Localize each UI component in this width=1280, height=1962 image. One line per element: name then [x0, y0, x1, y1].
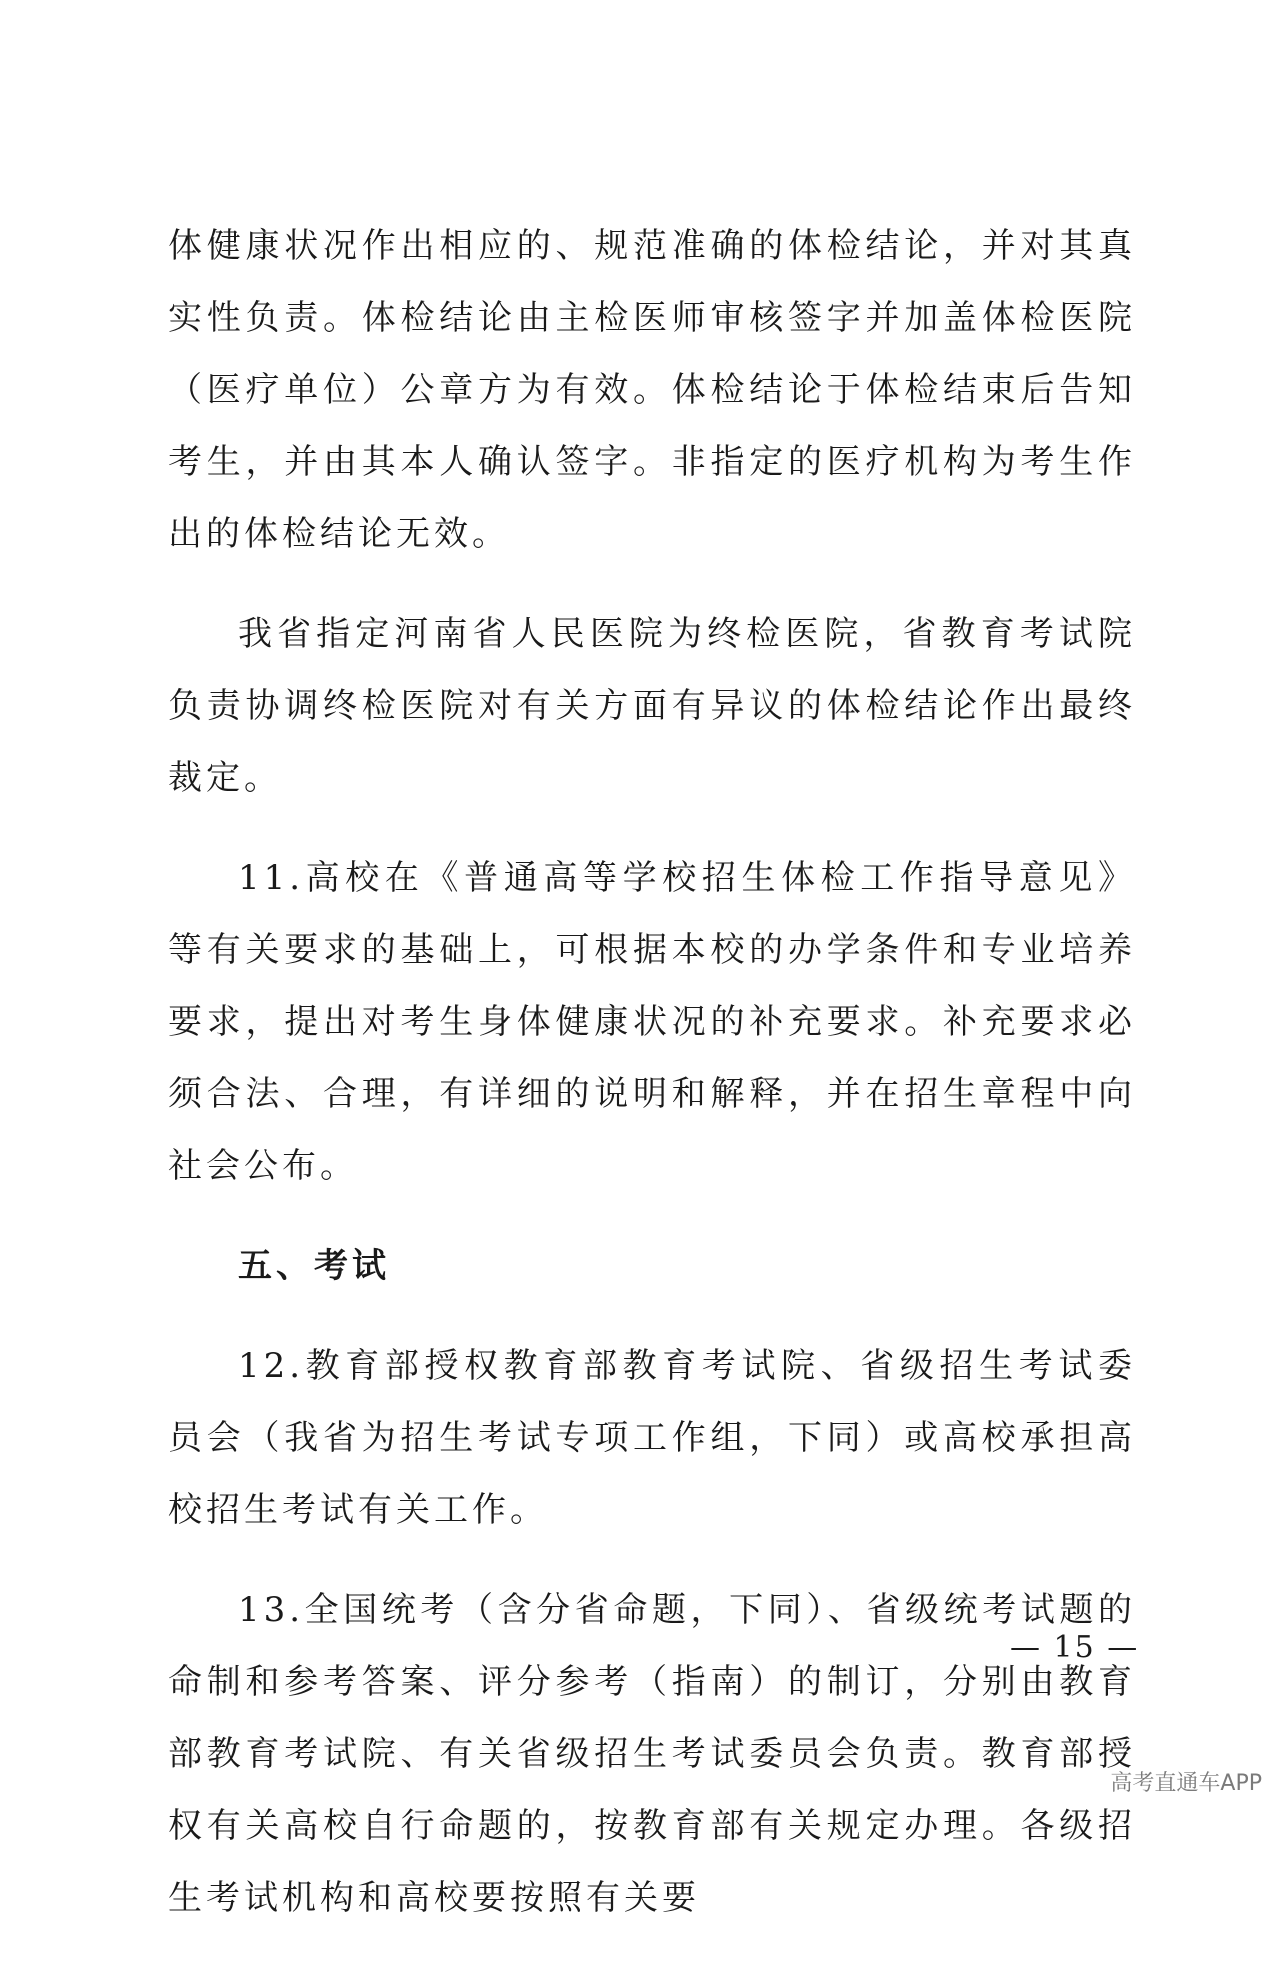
- paragraph-continuation: 体健康状况作出相应的、规范准确的体检结论，并对其真实性负责。体检结论由主检医师审核签字并加盖体检医院（医疗单位）公章方为有效。体检结论于体检结束后告知考生，并由其本人确认签字。非指定的医疗机构为考生作出的体检结论无效。: [168, 226, 1136, 554]
- section-heading-exam: 五、考试: [238, 1246, 390, 1286]
- paragraph-final-check-hospital: 我省指定河南省人民医院为终检医院，省教育考试院负责协调终检医院对有关方面有异议的体检结论作出最终裁定。: [168, 614, 1136, 798]
- watermark-text: 高考直通车APP: [1110, 1771, 1262, 1796]
- document-body: [168, 210, 1136, 1962]
- paragraph-item-12: 12.教育部授权教育部教育考试院、省级招生考试委员会（我省为招生考试专项工作组，下同）或高校承担高校招生考试有关工作。: [168, 1346, 1136, 1530]
- paragraph-item-13: 13.全国统考（含分省命题，下同）、省级统考试题的命制和参考答案、评分参考（指南）的制订，分别由教育部教育考试院、有关省级招生考试委员会负责。教育部授权有关高校自行命题的，按教育部有关规定办理。各级招生考试机构和高校要按照有关要: [168, 1590, 1136, 1918]
- paragraph-item-11: 11.高校在《普通高等学校招生体检工作指导意见》等有关要求的基础上，可根据本校的办学条件和专业培养要求，提出对考生身体健康状况的补充要求。补充要求必须合法、合理，有详细的说明和解释，并在招生章程中向社会公布。: [168, 858, 1136, 1186]
- page-number: — 15 —: [1010, 1630, 1140, 1665]
